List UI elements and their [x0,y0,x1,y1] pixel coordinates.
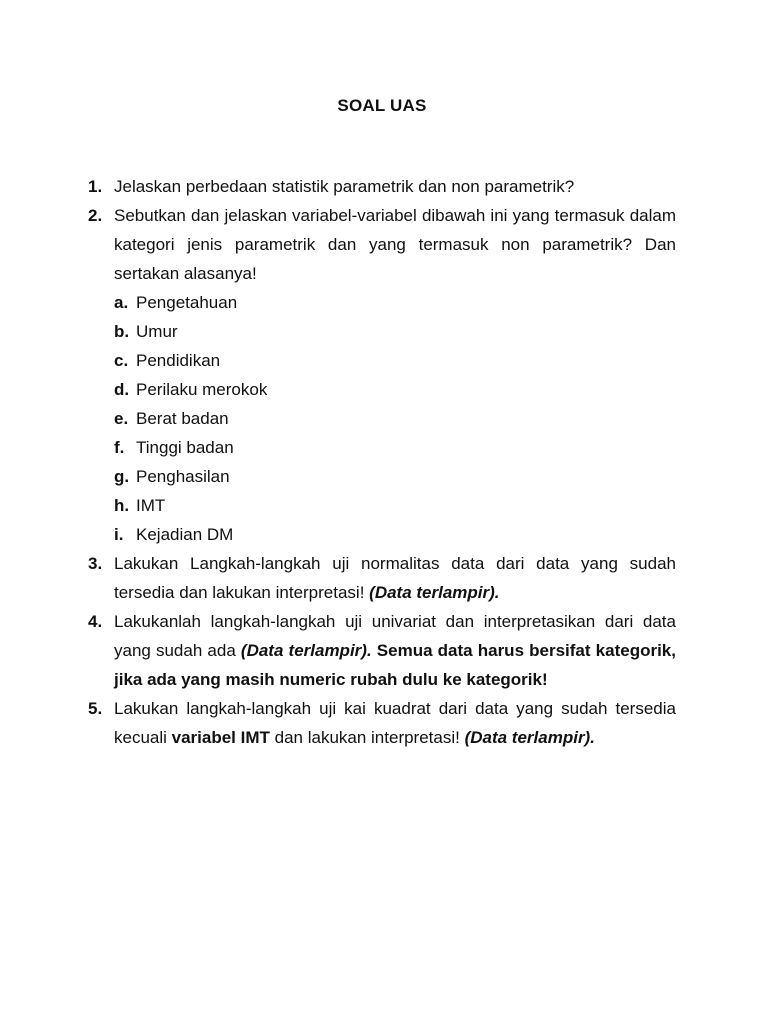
attachment-note: (Data terlampir). [369,583,500,602]
question-number: 3. [88,554,103,573]
question-5-emphasis: variabel IMT [171,728,270,747]
question-number: 1. [88,177,103,196]
variable-letter: f. [114,438,125,457]
variable-label: Pendidikan [136,351,221,370]
variable-item [114,462,676,491]
variable-letter: a. [114,293,129,312]
variable-letter: i. [114,525,124,544]
variable-label: Umur [136,322,178,341]
question-number: 4. [88,612,103,631]
question-4-emphasis: Semua data harus bersifat kategorik, jika ada yang masih numeric rubah dulu ke kategorik! [114,641,676,689]
variable-item [114,346,676,375]
variable-letter: c. [114,351,129,370]
question-5-text [114,694,676,752]
question-1-text: Jelaskan perbedaan statistik parametrik dan non parametrik? [114,177,575,196]
variable-item [114,317,676,346]
variable-item [114,404,676,433]
question-1 [88,172,676,201]
variable-label: Pengetahuan [136,293,238,312]
variable-label: IMT [136,496,166,515]
variable-item [114,433,676,462]
question-5-main: Lakukan langkah-langkah uji kai kuadrat dari data yang sudah tersedia kecuali [114,699,676,747]
question-2-text: Sebutkan dan jelaskan variabel-variabel dibawah ini yang termasuk dalam kategori jenis parametrik dan yang termasuk non parametrik? Dan sertakan alasanya! [114,206,676,283]
question-text [114,201,676,549]
variable-item [114,520,676,549]
variable-label: Penghasilan [136,467,230,486]
question-number: 2. [88,206,103,225]
question-4 [88,607,676,694]
question-2 [88,201,676,549]
variable-item [114,491,676,520]
question-list [88,172,676,752]
variable-label: Tinggi badan [136,438,234,457]
variable-item [114,375,676,404]
question-text [114,549,676,607]
variable-label: Berat badan [136,409,229,428]
variable-letter: e. [114,409,129,428]
variable-item [114,288,676,317]
question-5 [88,694,676,752]
question-4-text [114,607,676,694]
question-5-tail: dan lakukan interpretasi! [269,728,465,747]
question-3-main: Lakukan Langkah-langkah uji normalitas data dari data yang sudah tersedia dan lakukan interpretasi! [114,554,676,602]
question-text [114,172,676,201]
question-text [114,694,676,752]
variable-label: Perilaku merokok [136,380,268,399]
document-title: SOAL UAS [337,96,427,115]
question-text [114,607,676,694]
question-4-main: Lakukanlah langkah-langkah uji univariat dan interpretasikan dari data yang sudah ada [114,612,676,660]
variable-letter: h. [114,496,130,515]
variable-label: Kejadian DM [136,525,234,544]
variable-letter: g. [114,467,130,486]
question-3-text [114,549,676,607]
variable-letter: d. [114,380,130,399]
attachment-note: (Data terlampir). [240,641,372,660]
attachment-note: (Data terlampir). [464,728,595,747]
variable-letter: b. [114,322,130,341]
question-3 [88,549,676,607]
variable-list [114,288,676,549]
question-number: 5. [88,699,103,718]
